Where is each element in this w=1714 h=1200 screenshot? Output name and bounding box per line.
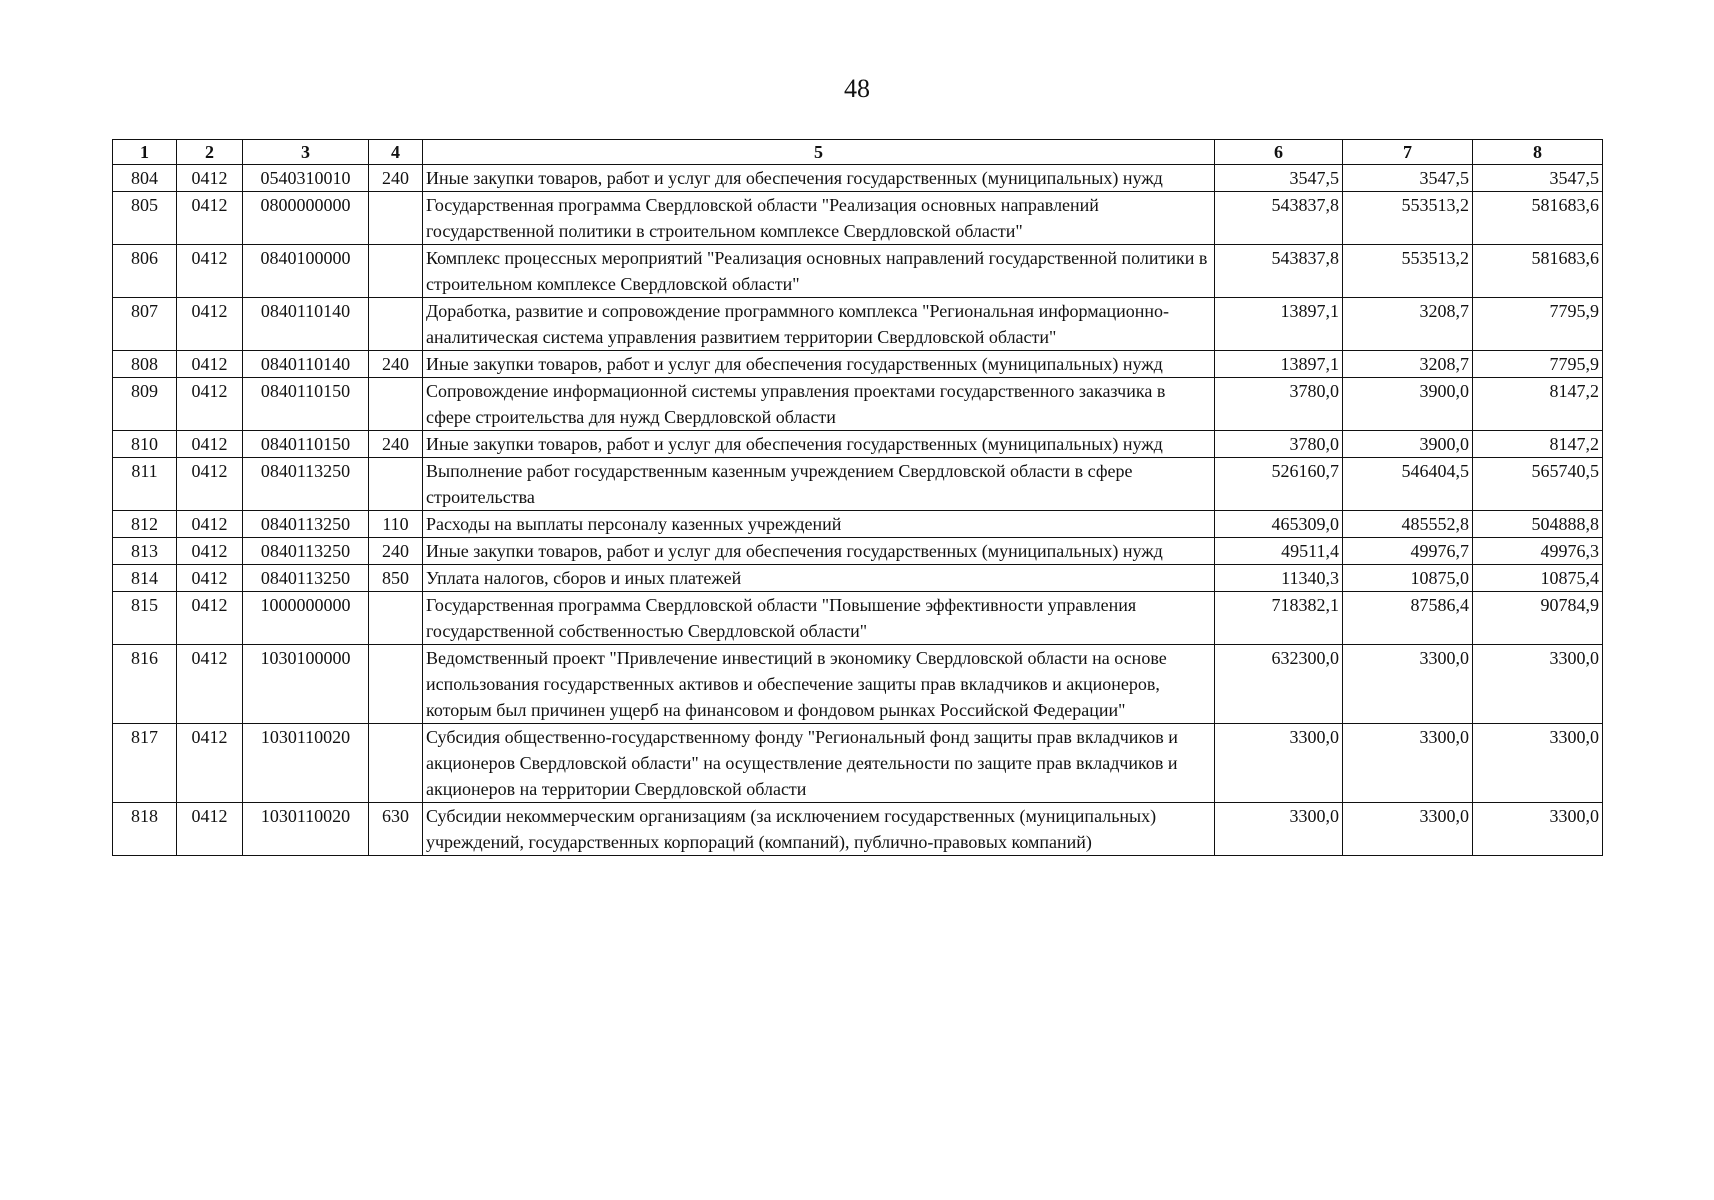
row-number: 816 <box>113 645 177 724</box>
amount-col-8: 3547,5 <box>1473 165 1603 192</box>
expense-type-code: 240 <box>369 165 423 192</box>
amount-col-8: 49976,3 <box>1473 538 1603 565</box>
amount-col-8: 581683,6 <box>1473 192 1603 245</box>
column-header: 3 <box>243 140 369 165</box>
row-number: 810 <box>113 431 177 458</box>
expense-type-code: 240 <box>369 431 423 458</box>
amount-col-6: 543837,8 <box>1215 192 1343 245</box>
item-description: Доработка, развитие и сопровождение программного комплекса "Региональная информационно-аналитическая система управления развитием территории Свердловской области" <box>423 298 1215 351</box>
item-description: Иные закупки товаров, работ и услуг для обеспечения государственных (муниципальных) нужд <box>423 351 1215 378</box>
column-header: 5 <box>423 140 1215 165</box>
table-row <box>113 458 1603 511</box>
amount-col-7: 87586,4 <box>1343 592 1473 645</box>
amount-col-8: 581683,6 <box>1473 245 1603 298</box>
amount-col-8: 504888,8 <box>1473 511 1603 538</box>
row-number: 813 <box>113 538 177 565</box>
section-code: 0412 <box>177 565 243 592</box>
table-row <box>113 351 1603 378</box>
amount-col-6: 3300,0 <box>1215 803 1343 856</box>
amount-col-6: 526160,7 <box>1215 458 1343 511</box>
amount-col-6: 3780,0 <box>1215 431 1343 458</box>
target-article-code: 1000000000 <box>243 592 369 645</box>
amount-col-7: 553513,2 <box>1343 245 1473 298</box>
target-article-code: 0840113250 <box>243 538 369 565</box>
row-number: 812 <box>113 511 177 538</box>
amount-col-7: 3300,0 <box>1343 803 1473 856</box>
table-row <box>113 645 1603 724</box>
row-number: 815 <box>113 592 177 645</box>
amount-col-6: 718382,1 <box>1215 592 1343 645</box>
amount-col-6: 465309,0 <box>1215 511 1343 538</box>
amount-col-8: 7795,9 <box>1473 298 1603 351</box>
section-code: 0412 <box>177 645 243 724</box>
target-article-code: 0840113250 <box>243 511 369 538</box>
amount-col-6: 3547,5 <box>1215 165 1343 192</box>
expense-type-code <box>369 378 423 431</box>
item-description: Субсидия общественно-государственному фонду "Региональный фонд защиты прав вкладчиков и акционеров Свердловской области" на осуществление деятельности по защите прав вкладчиков и акционеров на территории Свердловской области <box>423 724 1215 803</box>
target-article-code: 0840100000 <box>243 245 369 298</box>
item-description: Выполнение работ государственным казенным учреждением Свердловской области в сфере строительства <box>423 458 1215 511</box>
amount-col-7: 10875,0 <box>1343 565 1473 592</box>
amount-col-8: 7795,9 <box>1473 351 1603 378</box>
table-row <box>113 724 1603 803</box>
amount-col-7: 3208,7 <box>1343 351 1473 378</box>
amount-col-8: 8147,2 <box>1473 378 1603 431</box>
table-body <box>113 165 1603 856</box>
section-code: 0412 <box>177 803 243 856</box>
column-header: 7 <box>1343 140 1473 165</box>
amount-col-7: 3300,0 <box>1343 645 1473 724</box>
column-header: 4 <box>369 140 423 165</box>
target-article-code: 0840113250 <box>243 565 369 592</box>
table-row <box>113 378 1603 431</box>
section-code: 0412 <box>177 458 243 511</box>
section-code: 0412 <box>177 592 243 645</box>
target-article-code: 1030110020 <box>243 803 369 856</box>
target-article-code: 1030110020 <box>243 724 369 803</box>
amount-col-7: 553513,2 <box>1343 192 1473 245</box>
section-code: 0412 <box>177 431 243 458</box>
row-number: 804 <box>113 165 177 192</box>
section-code: 0412 <box>177 298 243 351</box>
table-row <box>113 165 1603 192</box>
row-number: 805 <box>113 192 177 245</box>
table-row <box>113 298 1603 351</box>
item-description: Иные закупки товаров, работ и услуг для обеспечения государственных (муниципальных) нужд <box>423 431 1215 458</box>
amount-col-8: 3300,0 <box>1473 645 1603 724</box>
row-number: 806 <box>113 245 177 298</box>
table-row <box>113 565 1603 592</box>
section-code: 0412 <box>177 351 243 378</box>
target-article-code: 0800000000 <box>243 192 369 245</box>
budget-table <box>112 139 1603 856</box>
amount-col-7: 49976,7 <box>1343 538 1473 565</box>
expense-type-code: 110 <box>369 511 423 538</box>
amount-col-6: 3780,0 <box>1215 378 1343 431</box>
row-number: 818 <box>113 803 177 856</box>
amount-col-6: 49511,4 <box>1215 538 1343 565</box>
table-row <box>113 592 1603 645</box>
expense-type-code: 850 <box>369 565 423 592</box>
item-description: Расходы на выплаты персоналу казенных учреждений <box>423 511 1215 538</box>
expense-type-code <box>369 645 423 724</box>
column-header: 6 <box>1215 140 1343 165</box>
expense-type-code: 240 <box>369 351 423 378</box>
expense-type-code <box>369 724 423 803</box>
target-article-code: 0840110150 <box>243 378 369 431</box>
item-description: Иные закупки товаров, работ и услуг для обеспечения государственных (муниципальных) нужд <box>423 165 1215 192</box>
item-description: Уплата налогов, сборов и иных платежей <box>423 565 1215 592</box>
row-number: 809 <box>113 378 177 431</box>
amount-col-8: 3300,0 <box>1473 724 1603 803</box>
target-article-code: 0840113250 <box>243 458 369 511</box>
row-number: 807 <box>113 298 177 351</box>
amount-col-7: 546404,5 <box>1343 458 1473 511</box>
amount-col-7: 485552,8 <box>1343 511 1473 538</box>
amount-col-6: 11340,3 <box>1215 565 1343 592</box>
table-row <box>113 511 1603 538</box>
column-header: 8 <box>1473 140 1603 165</box>
amount-col-8: 565740,5 <box>1473 458 1603 511</box>
amount-col-6: 13897,1 <box>1215 351 1343 378</box>
table-row <box>113 431 1603 458</box>
section-code: 0412 <box>177 192 243 245</box>
amount-col-7: 3300,0 <box>1343 724 1473 803</box>
table-row <box>113 538 1603 565</box>
section-code: 0412 <box>177 511 243 538</box>
table-row <box>113 803 1603 856</box>
item-description: Государственная программа Свердловской области "Повышение эффективности управления государственной собственностью Свердловской области" <box>423 592 1215 645</box>
target-article-code: 0840110150 <box>243 431 369 458</box>
target-article-code: 1030100000 <box>243 645 369 724</box>
amount-col-7: 3900,0 <box>1343 431 1473 458</box>
amount-col-8: 8147,2 <box>1473 431 1603 458</box>
row-number: 817 <box>113 724 177 803</box>
expense-type-code: 240 <box>369 538 423 565</box>
section-code: 0412 <box>177 378 243 431</box>
item-description: Сопровождение информационной системы управления проектами государственного заказчика в сфере строительства для нужд Свердловской области <box>423 378 1215 431</box>
expense-type-code <box>369 592 423 645</box>
amount-col-7: 3208,7 <box>1343 298 1473 351</box>
table-row <box>113 192 1603 245</box>
expense-type-code <box>369 298 423 351</box>
amount-col-7: 3547,5 <box>1343 165 1473 192</box>
section-code: 0412 <box>177 245 243 298</box>
target-article-code: 0540310010 <box>243 165 369 192</box>
amount-col-6: 3300,0 <box>1215 724 1343 803</box>
item-description: Иные закупки товаров, работ и услуг для обеспечения государственных (муниципальных) нужд <box>423 538 1215 565</box>
row-number: 808 <box>113 351 177 378</box>
amount-col-6: 543837,8 <box>1215 245 1343 298</box>
item-description: Ведомственный проект "Привлечение инвестиций в экономику Свердловской области на основе использования государственных активов и обеспечение защиты прав вкладчиков и акционеров, которым был причинен ущерб на финансовом и фондовом рынках Российской Федерации" <box>423 645 1215 724</box>
row-number: 811 <box>113 458 177 511</box>
amount-col-8: 10875,4 <box>1473 565 1603 592</box>
page-number: 48 <box>844 74 870 103</box>
amount-col-7: 3900,0 <box>1343 378 1473 431</box>
expense-type-code <box>369 245 423 298</box>
section-code: 0412 <box>177 165 243 192</box>
row-number: 814 <box>113 565 177 592</box>
amount-col-6: 13897,1 <box>1215 298 1343 351</box>
amount-col-6: 632300,0 <box>1215 645 1343 724</box>
expense-type-code <box>369 458 423 511</box>
target-article-code: 0840110140 <box>243 298 369 351</box>
item-description: Государственная программа Свердловской области "Реализация основных направлений государственной политики в строительном комплексе Свердловской области" <box>423 192 1215 245</box>
item-description: Субсидии некоммерческим организациям (за исключением государственных (муниципальных) учреждений, государственных корпораций (компаний), публично-правовых компаний) <box>423 803 1215 856</box>
column-header: 1 <box>113 140 177 165</box>
expense-type-code: 630 <box>369 803 423 856</box>
section-code: 0412 <box>177 724 243 803</box>
section-code: 0412 <box>177 538 243 565</box>
amount-col-8: 90784,9 <box>1473 592 1603 645</box>
expense-type-code <box>369 192 423 245</box>
table-header <box>113 140 1603 165</box>
item-description: Комплекс процессных мероприятий "Реализация основных направлений государственной политики в строительном комплексе Свердловской области" <box>423 245 1215 298</box>
column-header: 2 <box>177 140 243 165</box>
target-article-code: 0840110140 <box>243 351 369 378</box>
amount-col-8: 3300,0 <box>1473 803 1603 856</box>
table-row <box>113 245 1603 298</box>
